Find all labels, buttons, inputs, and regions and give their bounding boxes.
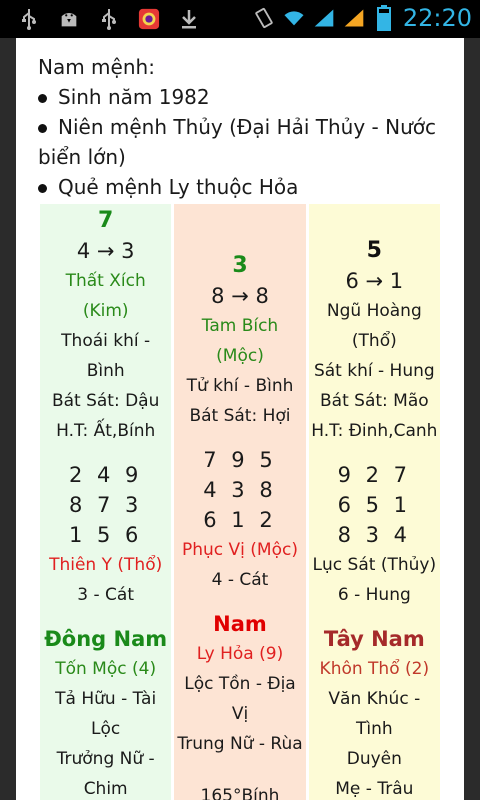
- star-number: 3: [232, 253, 248, 278]
- star-arrow: 6 → 1: [345, 269, 404, 293]
- qi-text: Tử khí - Bình: [186, 376, 294, 396]
- wifi-icon: [283, 5, 305, 31]
- list-item: Sinh năm 1982: [38, 82, 448, 112]
- trigram-text: Khôn Thổ (2): [319, 659, 430, 679]
- star-name: Thất Xích: [65, 271, 146, 291]
- result-text: 6 - Hung: [337, 585, 411, 605]
- matrix-row: 6 1 2: [203, 508, 277, 532]
- star-arrow: 8 → 8: [211, 284, 269, 308]
- status-bar: [0, 0, 480, 38]
- ht-text: H.T: Đinh,Canh: [311, 421, 438, 441]
- right-frame: [464, 38, 480, 800]
- direction-title: Nam: [213, 612, 267, 636]
- star-element: (Thổ): [351, 331, 397, 351]
- desc-text: Chim: [83, 779, 128, 799]
- intro-heading: Nam mệnh:: [38, 55, 155, 79]
- feng-shui-grid: [40, 204, 440, 800]
- desc-text: 165°Bính: [200, 786, 280, 800]
- signal-icon: [313, 5, 335, 31]
- grid-column-southeast: [40, 204, 171, 800]
- star-element: (Mộc): [216, 346, 264, 366]
- desc-text: Tả Hữu - Tài: [55, 689, 157, 709]
- intro-section: [38, 52, 448, 202]
- bullet-icon: [38, 94, 47, 103]
- intro-list: [38, 82, 448, 202]
- direction-title: Đông Nam: [44, 627, 168, 651]
- usb-icon: [18, 6, 40, 32]
- bat-sat-text: Bát Sát: Hợi: [189, 406, 291, 426]
- star-number: 7: [98, 208, 114, 233]
- desc-text: Văn Khúc - Tình: [328, 689, 421, 739]
- result-text: 4 - Cát: [211, 570, 269, 590]
- bat-sat-text: Bát Sát: Dậu: [51, 391, 160, 411]
- clock: 22:20: [402, 4, 472, 32]
- direction-title: Tây Nam: [323, 627, 425, 651]
- bullet-icon: [38, 184, 47, 193]
- signal-icon: [343, 5, 365, 31]
- qi-text: Thoái khí -: [61, 331, 151, 351]
- qi-text: Sát khí - Hung: [313, 361, 435, 381]
- desc-text: Lộc Tồn - Địa Vị: [184, 674, 296, 724]
- desc-text: Lộc: [91, 719, 121, 739]
- matrix-row: 8 7 3: [68, 493, 143, 517]
- matrix-row: 4 3 8: [203, 478, 277, 502]
- result-text: 3 - Cát: [77, 585, 135, 605]
- desc-text: Trung Nữ - Rùa: [177, 734, 303, 754]
- vibrate-icon: [253, 5, 275, 31]
- battery-icon: [373, 5, 395, 31]
- star-result: Thiên Y (Thổ): [49, 555, 163, 575]
- star-number: 5: [366, 238, 382, 263]
- star-element: (Kim): [82, 301, 129, 321]
- star-arrow: 4 → 3: [76, 239, 135, 263]
- star-result: Phục Vị (Mộc): [181, 540, 298, 560]
- bat-sat-text: Bát Sát: Mão: [320, 391, 429, 411]
- desc-text: Trưởng Nữ -: [56, 749, 155, 769]
- download-icon: [178, 6, 200, 32]
- left-frame: [0, 38, 16, 800]
- qi-text: Bình: [86, 361, 125, 381]
- matrix-row: 2 4 9: [68, 463, 143, 487]
- matrix-row: 1 5 6: [68, 523, 143, 547]
- grid-column-south: [174, 204, 305, 800]
- list-item: Quẻ mệnh Ly thuộc Hỏa: [38, 172, 448, 202]
- bullet-icon: [38, 124, 47, 133]
- trigram-text: Ly Hỏa (9): [196, 644, 284, 664]
- matrix-row: 9 2 7: [337, 463, 412, 487]
- ht-text: H.T: Ất,Bính: [56, 421, 156, 441]
- star-name: Tam Bích: [201, 316, 279, 336]
- matrix-row: 7 9 5: [203, 448, 277, 472]
- matrix-row: 8 3 4: [337, 523, 412, 547]
- app-icon: [138, 6, 160, 32]
- list-item: Niên mệnh Thủy (Đại Hải Thủy - Nước biển lớn): [38, 115, 436, 169]
- usb-icon: [98, 6, 120, 32]
- star-name: Ngũ Hoàng: [326, 301, 422, 321]
- desc-text: Mẹ - Trâu: [335, 779, 414, 799]
- android-debug-icon: [58, 6, 80, 32]
- content-sheet: [16, 38, 464, 800]
- star-result: Lục Sát (Thủy): [312, 555, 437, 575]
- grid-column-southwest: [309, 204, 440, 800]
- trigram-text: Tốn Mộc (4): [55, 659, 157, 679]
- desc-text: Duyên: [346, 749, 402, 769]
- matrix-row: 6 5 1: [337, 493, 412, 517]
